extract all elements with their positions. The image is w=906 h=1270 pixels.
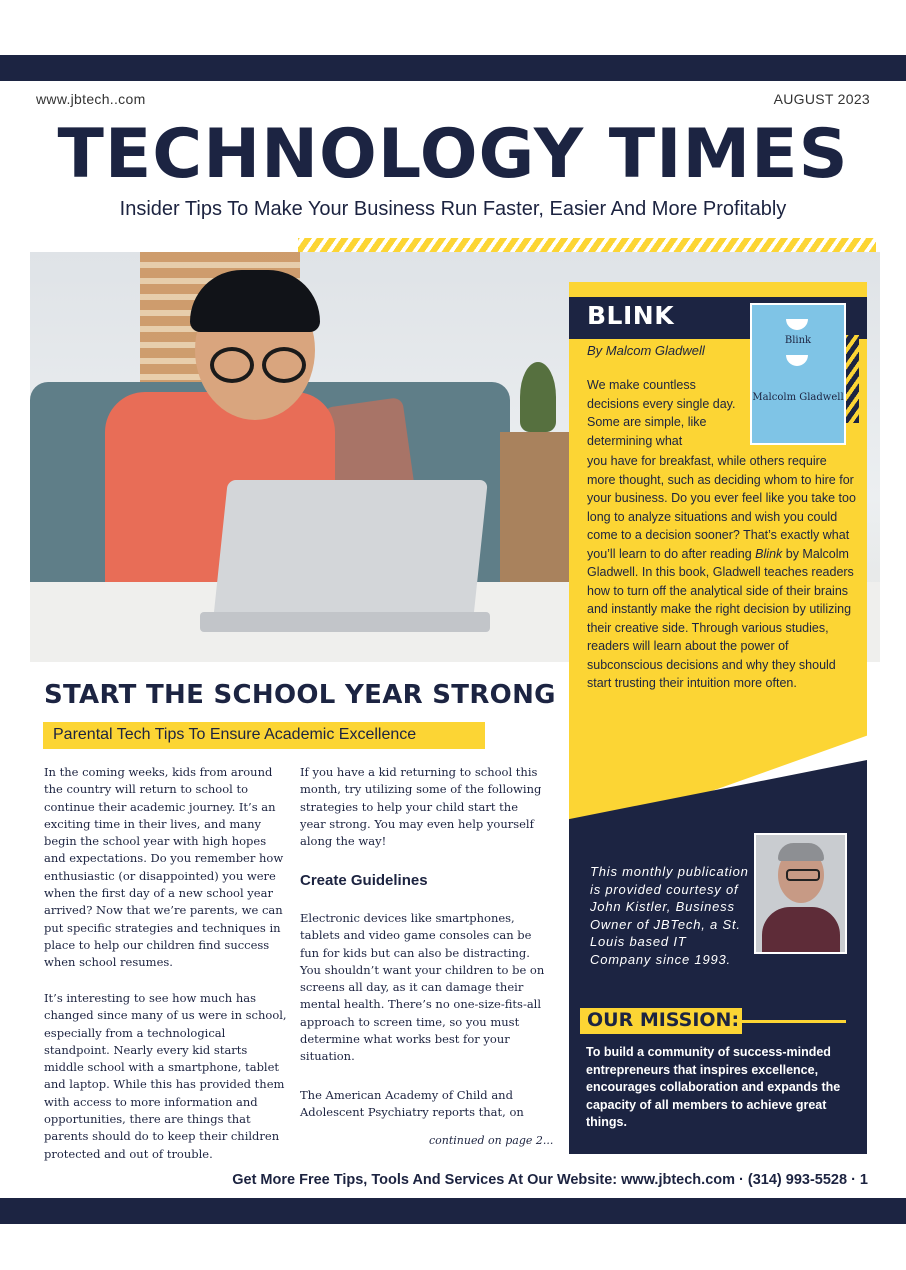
portrait-hair xyxy=(778,843,824,861)
section-heading: Create Guidelines xyxy=(300,872,428,889)
owner-portrait xyxy=(754,833,847,954)
header-date: AUGUST 2023 xyxy=(773,91,870,107)
courtesy-text: This monthly publication is provided courtesy of John Kistler, Business Owner of JBTech, a St. Louis based IT Company since 1993. xyxy=(590,864,749,967)
book-text-post: by Malcolm Gladwell. In this book, Gladwell teaches readers how to turn off the analytical side of their brains and instantly make the right decision by utilizing their creative side. Through various studies, readers will learn about the power of subconscious decisions and why they should start trusting their intuition more often. xyxy=(587,546,854,690)
article-paragraph: The American Academy of Child and Adolescent Psychiatry reports that, on xyxy=(300,1088,524,1120)
mission-rule xyxy=(742,1020,846,1023)
book-hazard-stripes xyxy=(845,335,859,423)
continued-note: continued on page 2... xyxy=(429,1134,554,1147)
cover-author: Malcolm Gladwell xyxy=(752,392,844,403)
mission-text: To build a community of success-minded entrepreneurs that inspires excellence, encourages collaboration and expands the capacity of all members to achieve great things. xyxy=(586,1045,841,1129)
bottom-bar xyxy=(0,1198,906,1224)
article-paragraph: Electronic devices like smartphones, tablets and video game consoles can be fun for kids but can also be distracting. You shouldn’t want your children to be on screens all day, as it can damage their mental health. There’s no one-size-fits-all approach to screen time, so you must determine what works best for your situation. xyxy=(300,911,545,1064)
masthead-tagline: Insider Tips To Make Your Business Run Faster, Easier And More Profitably xyxy=(119,198,787,220)
article-paragraph: If you have a kid returning to school this month, try utilizing some of the following strategies to help your child start the year strong. You may even help yourself along the way! xyxy=(300,765,542,849)
article-subheadline: Parental Tech Tips To Ensure Academic Excellence xyxy=(53,726,417,743)
top-bar xyxy=(0,55,906,81)
article-paragraph: In the coming weeks, kids from around the country will return to school to continue their academic journey. It’s an exciting time in their lives, and many begin the school year with high hopes and expectations. Do you remember how enthusiastic (or disappointed) you were when the first day of a new school year arrived? Now that we’re parents, we can put specific strategies and techniques in place to help our children find success when school resumes. xyxy=(44,765,284,970)
article-headline: START THE SCHOOL YEAR STRONG xyxy=(44,680,556,710)
book-cover xyxy=(752,305,844,443)
laptop-base xyxy=(200,612,490,632)
book-review-text-intro: We make countless decisions every single day. Some are simple, like determining what xyxy=(587,378,736,448)
portrait-shirt xyxy=(762,907,840,954)
mission-label: OUR MISSION: xyxy=(587,1009,740,1031)
cover-arc-icon xyxy=(786,355,808,366)
cover-title: Blink xyxy=(784,335,812,346)
book-author: By Malcom Gladwell xyxy=(587,343,705,358)
book-text-emphasis: Blink xyxy=(755,546,783,561)
book-review-text xyxy=(587,452,857,693)
article-paragraph: It’s interesting to see how much has changed since many of us were in school, especially from a technological standpoint. Nearly every kid starts middle school with a smartphone, tablet and laptop. While this has provided them with access to more information and opportunities, there are things that parents should do to keep their children protected and out of trouble. xyxy=(44,991,287,1161)
masthead-title: TECHNOLOGY TIMES xyxy=(57,115,849,194)
book-title: BLINK xyxy=(587,301,675,330)
glasses-left xyxy=(210,347,254,383)
header-website: www.jbtech..com xyxy=(36,91,146,107)
footer-text: Get More Free Tips, Tools And Services At Our Website: www.jbtech.com · (314) 993-5528 · 1 xyxy=(232,1172,868,1188)
book-text-pre: you have for breakfast, while others require more thought, such as deciding whom to hire for your business. Do you ever feel like you take too long to analyze situations and wish you could come to a decision sooner? That’s exactly what you’ll learn to do after reading xyxy=(587,454,856,561)
side-table xyxy=(500,432,580,582)
laptop-icon xyxy=(212,480,488,630)
hazard-stripe-divider xyxy=(298,238,876,252)
portrait-glasses xyxy=(786,869,820,881)
glasses-right xyxy=(262,347,306,383)
plant xyxy=(520,362,556,432)
cover-arc-icon xyxy=(786,319,808,330)
